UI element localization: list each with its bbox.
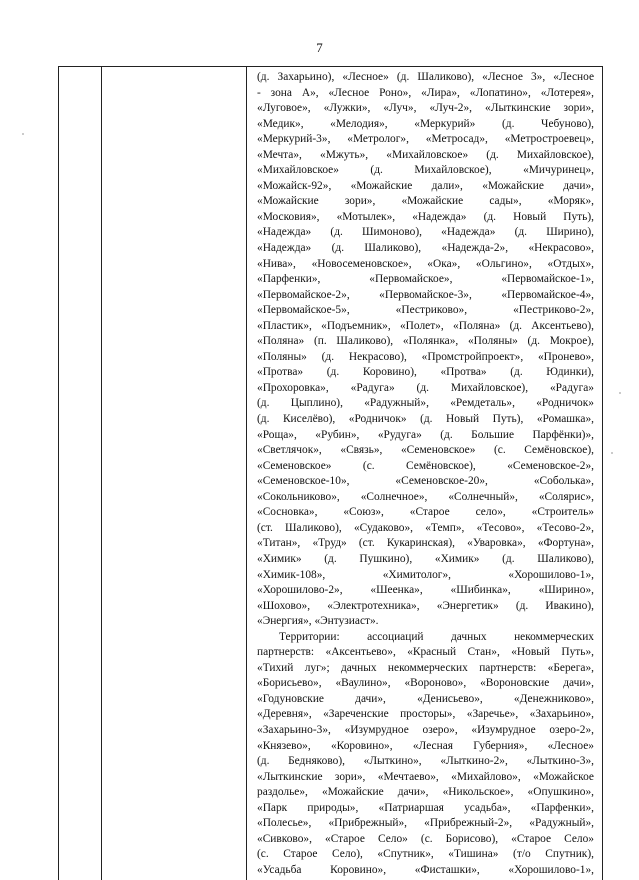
document-table xyxy=(58,66,603,880)
text-line: «Парк природы», «Патриаршая усадьба», «Парфенки», xyxy=(257,801,594,814)
text-line: «Надежда» (д. Шимоново), «Надежда» (д. Ширино), xyxy=(257,226,594,239)
text-line: «Семеновское-10», «Семеновское-20», «Соболька», xyxy=(257,475,594,488)
text-line: «Светлячок», «Связь», «Семеновское» (с. Семёновское), xyxy=(257,444,594,457)
text-line: (д. Цыплино), «Радужный», «Ремдеталь», «Родничок» xyxy=(257,397,594,410)
text-line: «Захарьино-3», «Изумрудное озеро», «Изумрудное озеро-2», xyxy=(257,723,594,736)
text-line: (д. Захарьино), «Лесное» (д. Шаликово), «Лесное 3», «Лесное xyxy=(257,71,594,83)
text-line: «Можайские зори», «Можайские сады», «Моряк», xyxy=(257,195,594,208)
text-line: «Можайск-92», «Можайские дали», «Можайские дачи», xyxy=(257,179,594,192)
text-line: «Энергия», «Энтузиаст». xyxy=(257,615,379,628)
text-line: «Тихий луг»; дачных некоммерческих партнерств: «Берега», xyxy=(257,661,594,674)
table-text-cell xyxy=(257,70,594,878)
text-line: «Борисьево», «Ваулино», «Вороново», «Вороновские дачи», xyxy=(257,677,594,690)
text-line: «Лыткинские зори», «Мечтаево», «Михайлово», «Можайское xyxy=(257,770,594,783)
scan-speck xyxy=(22,133,24,135)
table-right-border xyxy=(602,67,603,880)
text-line: «Сокольниково», «Солнечное», «Солнечный», «Солярис», xyxy=(257,490,594,503)
text-line: «Прохоровка», «Радуга» (д. Михайловское), «Радуга» xyxy=(257,381,594,394)
text-line: «Надежда» (д. Шаликово), «Надежда-2», «Некрасово», xyxy=(257,242,594,255)
text-line: Территории: ассоциаций дачных некоммерческих xyxy=(279,630,594,643)
text-line: (с. Старое Село), «Спутник», «Тишина» (т/о Спутник), xyxy=(257,848,594,861)
text-line: (ст. Шаликово), «Судаково», «Темп», «Тесово», «Тесово-2», xyxy=(257,521,594,534)
text-line: (д. Киселёво), «Родничок» (д. Новый Путь), «Ромашка», xyxy=(257,413,594,426)
text-line: «Титан», «Труд» (ст. Кукаринская), «Уваровка», «Фортуна», xyxy=(257,537,594,550)
text-line: «Князево», «Коровино», «Лесная Губерния», «Лесное» xyxy=(257,739,594,752)
text-line: «Медик», «Мелодия», «Меркурий» (д. Чебуново), xyxy=(257,117,594,130)
text-line: «Роща», «Рубин», «Рудуга» (д. Большие Парфёнки)», xyxy=(257,428,594,441)
text-line: «Первомайское-2», «Первомайское-3», «Первомайское-4», xyxy=(257,288,594,301)
text-line: «Семеновское» (с. Семёновское), «Семеновское-2», xyxy=(257,459,594,472)
text-line: «Годуновские дачи», «Денисьево», «Денежниково», xyxy=(257,692,594,705)
text-line: «Полесье», «Прибрежный», «Прибрежный-2», «Радужный», xyxy=(257,817,594,830)
text-line: «Шохово», «Электротехника», «Энергетик» (д. Ивакино), xyxy=(257,599,594,612)
scan-speck xyxy=(611,452,613,454)
text-line: «Поляна» (п. Шаликово), «Полянка», «Поляны» (д. Мокрое), xyxy=(257,335,594,348)
text-line: «Пластик», «Подъемник», «Полет», «Поляна» (д. Аксентьево), xyxy=(257,319,594,332)
text-line: «Меркурий-3», «Метролог», «Метросад», «Метростроевец», xyxy=(257,133,594,146)
text-line: партнерств: «Аксентьево», «Красный Стан», «Новый Путь», xyxy=(257,646,594,659)
text-line: «Хорошилово-2», «Шеенка», «Шибинка», «Ширино», xyxy=(257,584,594,597)
text-line: «Луговое», «Лужки», «Луч», «Луч-2», «Лыткинские зори», xyxy=(257,102,594,115)
text-line: «Поляны» (д. Некрасово), «Промстройпроект», «Пронево», xyxy=(257,350,594,363)
text-line: «Химик-108», «Химитолог», «Хорошилово-1», xyxy=(257,568,594,581)
text-line: - зона А», «Лесное Роно», «Лира», «Лопатино», «Лотерея», xyxy=(257,86,594,99)
text-line: «Усадьба Коровино», «Фисташки», «Хорошилово-1», xyxy=(257,863,594,876)
text-line: «Нива», «Новосеменовское», «Ока», «Ольгино», «Отдых», xyxy=(257,257,594,270)
text-line: «Первомайское-5», «Пестриково», «Пестриково-2», xyxy=(257,304,594,317)
text-line: «Парфенки», «Первомайское», «Первомайское-1», xyxy=(257,273,594,286)
text-line: «Московия», «Мотылек», «Надежда» (д. Новый Путь), xyxy=(257,210,594,223)
table-column-divider xyxy=(101,67,102,880)
text-line: «Химик» (д. Пушкино), «Химик» (д. Шаликово), xyxy=(257,552,594,565)
text-line: «Михайловское» (д. Михайловское), «Мичуринец», xyxy=(257,164,594,177)
text-line: «Протва» (д. Коровино), «Протва» (д. Юдинки), xyxy=(257,366,594,379)
text-line: «Мечта», «Мжуть», «Михайловское» (д. Михайловское), xyxy=(257,148,594,161)
table-column-divider xyxy=(246,67,247,880)
text-line: раздолье», «Можайские дачи», «Никольское», «Опушкино», xyxy=(257,786,594,799)
text-line: «Деревня», «Зареченские просторы», «Заречье», «Захарьино», xyxy=(257,708,594,721)
text-line: «Сивково», «Старое Село» (с. Борисово), «Старое Село» xyxy=(257,832,594,845)
text-line: «Сосновка», «Союз», «Старое село», «Строитель» xyxy=(257,506,594,519)
text-line: (д. Бедняково), «Лыткино», «Лыткино-2», «Лыткино-3», xyxy=(257,755,594,768)
page-number: 7 xyxy=(316,40,323,55)
scan-speck xyxy=(619,392,621,394)
